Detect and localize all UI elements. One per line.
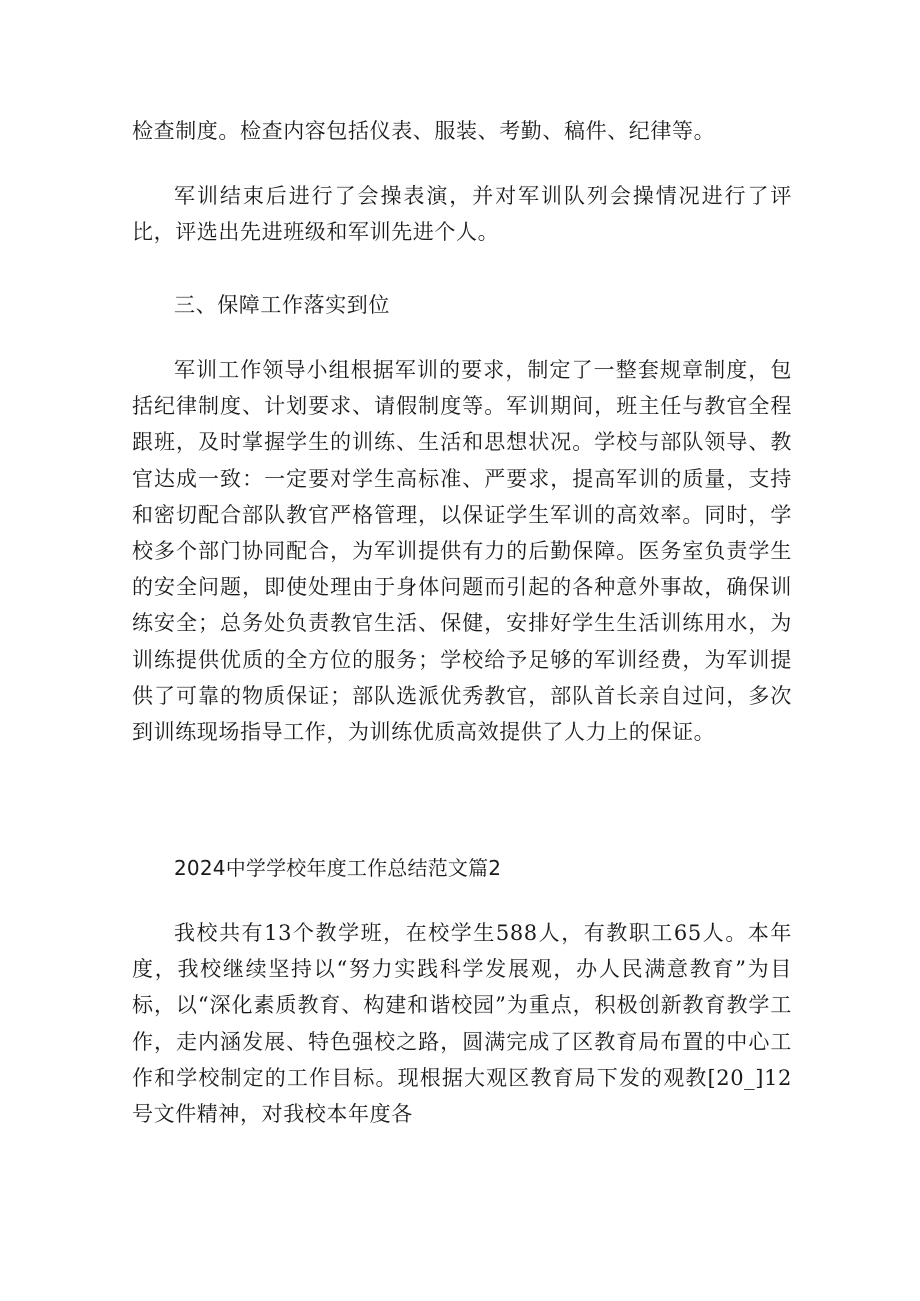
paragraph-inspection-rules: 检查制度。检查内容包括仪表、服装、考勤、稿件、纪律等。 bbox=[132, 119, 716, 143]
paragraph-school-overview: 我校共有13个教学班，在校学生588人，有教职工65人。本年度，我校继续坚持以“努力实践科学发展观，办人民满意教育”为目标，以“深化素质教育、构建和谐校园”为重点，积极创新教育教学工作，走内涵发展、特色强校之路，圆满完成了区教育局布置的中心工作和学校制定的工作目标。现根据大观区教育局下发的观教[20_]12号文件精神，对我校本年度各 bbox=[132, 921, 792, 1127]
article-title: 2024中学学校年度工作总结范文篇2 bbox=[174, 856, 502, 880]
section-heading-support: 三、保障工作落实到位 bbox=[174, 293, 390, 317]
paragraph-support-details: 军训工作领导小组根据军训的要求，制定了一整套规章制度，包括纪律制度、计划要求、请假制度等。军训期间，班主任与教官全程跟班，及时掌握学生的训练、生活和思想状况。学校与部队领导、教官达成一致：一定要对学生高标准、严要求，提高军训的质量，支持和密切配合部队教官严格管理，以保证学生军训的高效率。同时，学校多个部门协同配合，为军训提供有力的后勤保障。医务室负责学生的安全问题，即使处理由于身体问题而引起的各种意外事故，确保训练安全；总务处负责教官生活、保健，安排好学生生活训练用水，为训练提供优质的全方位的服务；学校给予足够的军训经费，为军训提供了可靠的物质保证；部队选派优秀教官，部队首长亲自过问，多次到训练现场指导工作，为训练优质高效提供了人力上的保证。 bbox=[132, 358, 792, 745]
paragraph-drill-performance: 军训结束后进行了会操表演，并对军训队列会操情况进行了评比，评选出先进班级和军训先进个人。 bbox=[132, 184, 792, 245]
